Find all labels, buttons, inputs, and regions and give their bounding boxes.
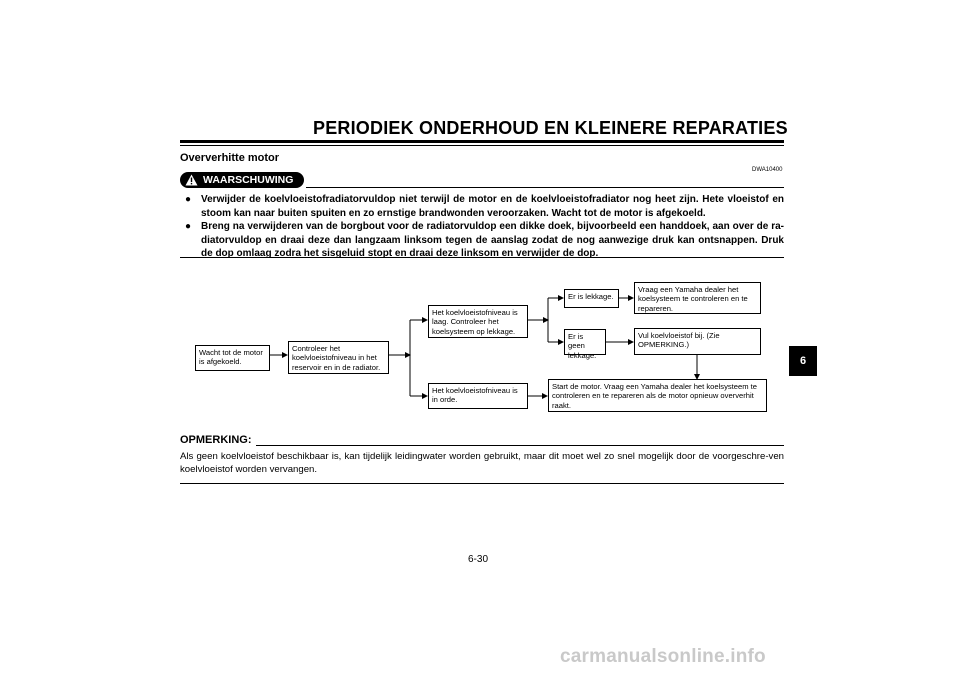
note-text: Als geen koelvloeistof beschikbaar is, kan tijdelijk leidingwater worden gebruikt, maar dit moet wel zo snel mogelijk door de voorgeschre-ven koelvloeistof worden vervangen. [180,451,784,475]
flow-box-check: Controleer het koelvloeistofniveau in het reservoir en in de radiator. [288,341,389,374]
note-bottom-rule [180,483,784,484]
flow-box-noleak: Er is geen lekkage. [564,329,606,355]
flow-box-ok: Het koelvloeistofniveau is in orde. [428,383,528,409]
section-heading: Oververhitte motor [180,152,280,164]
warning-bullet-2: Breng na verwijderen van de borgbout voor de radiatorvuldop een dikke doek, bijvoorbeeld een handdoek, aan over de ra-diatorvuldop en draai deze dan langzaam linksom tegen de aanslag zodat de nog aanwezige druk kan ontsnappen. Druk de dop omlaag zodra het sisgeluid stopt en draai deze linksom en verwijder de dop. [201,221,784,259]
flow-box-start: Start de motor. Vraag een Yamaha dealer het koelsysteem te controleren en te repareren als de motor opnieuw oververhit raakt. [548,379,767,412]
flow-box-leak: Er is lekkage. [564,289,619,308]
warning-bullet-1: Verwijder de koelvloeistofradiatorvuldop niet terwijl de motor en de koelvloeistofradiator nog heet zijn. Hete vloeistof en stoom kan naar buiten spuiten en zo ernstige brandwonden veroorzaken. Wacht tot de motor is afgekoeld. [201,194,784,219]
page-number: 6-30 [468,554,489,565]
watermark: carmanualsonline.info [560,646,766,667]
document-code: DWA10400 [752,167,783,173]
flow-box-wait: Wacht tot de motor is afgekoeld. [195,345,270,371]
flow-box-refill: Vul koelvloeistof bij. (Zie OPMERKING.) [634,328,761,355]
warning-label: WAARSCHUWING [203,174,294,186]
bullet-icon: ● [185,221,192,232]
flow-box-dealer: Vraag een Yamaha dealer het koelsysteem te controleren en te repareren. [634,282,761,314]
page-title: PERIODIEK ONDERHOUD EN KLEINERE REPARATIES [313,118,788,138]
bullet-icon: ● [185,194,192,205]
flow-box-low: Het koelvloeistofniveau is laag. Controleer het koelsysteem op lekkage. [428,305,528,338]
note-label: OPMERKING: [180,434,252,446]
chapter-tab: 6 [789,346,817,376]
note-rule [256,445,784,446]
